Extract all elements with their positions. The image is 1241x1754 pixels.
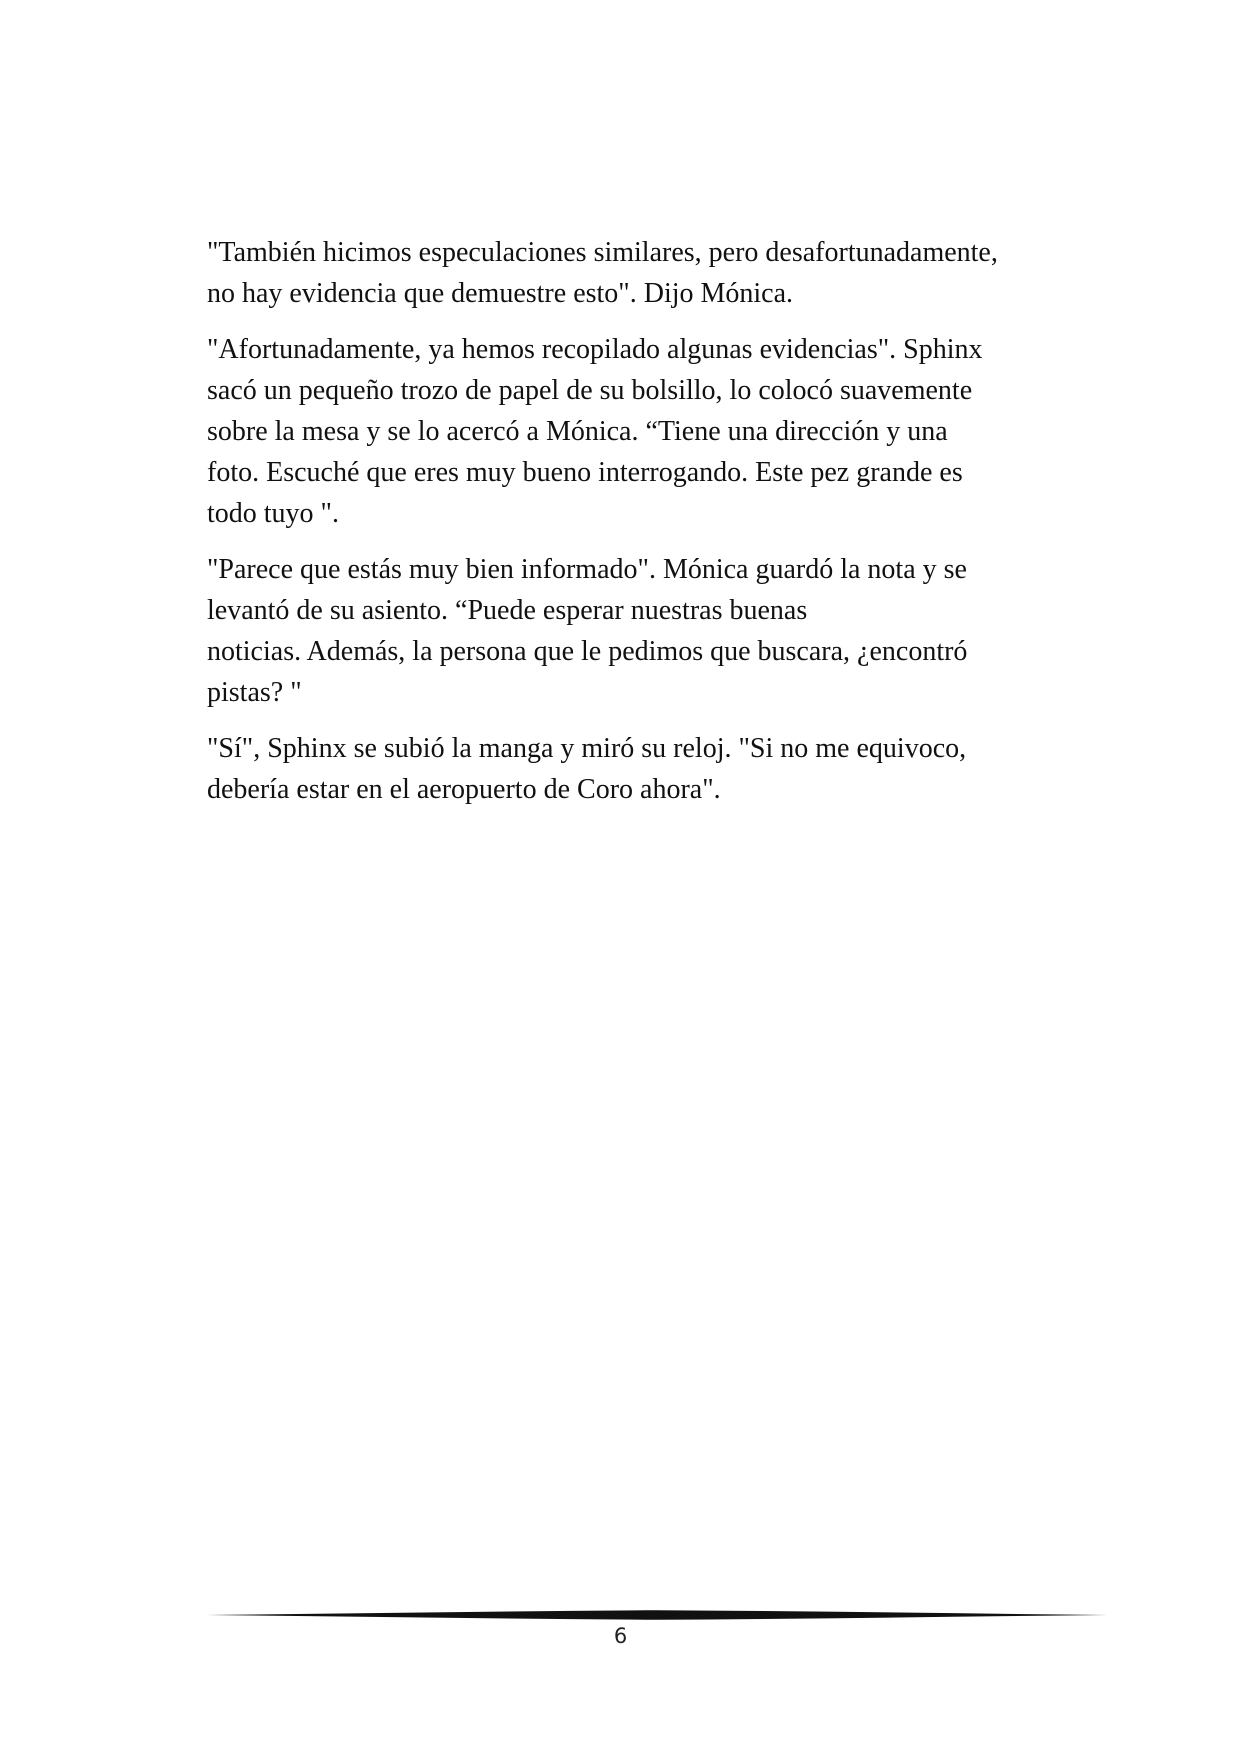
text-line: sacó un pequeño trozo de papel de su bolsillo, lo colocó suavemente — [207, 375, 973, 406]
text-line: pistas? " — [207, 677, 302, 708]
text-line: sobre la mesa y se lo acercó a Mónica. “Tiene una dirección y una — [207, 416, 948, 447]
text-line: "Afortunadamente, ya hemos recopilado algunas evidencias". Sphinx — [207, 334, 983, 365]
body-text — [207, 232, 1087, 825]
text-line: "Sí", Sphinx se subió la manga y miró su reloj. "Si no me equivoco, — [207, 733, 967, 764]
paragraph — [207, 329, 1087, 534]
page-number: 6 — [613, 1624, 628, 1648]
text-line: noticias. Además, la persona que le pedimos que buscara, ¿encontró — [207, 636, 968, 667]
text-line: todo tuyo ". — [207, 498, 339, 529]
paragraph — [207, 728, 1087, 810]
text-line: debería estar en el aeropuerto de Coro ahora". — [207, 774, 721, 805]
text-line: levantó de su asiento. “Puede esperar nuestras buenas — [207, 595, 808, 626]
text-line: foto. Escuché que eres muy bueno interrogando. Este pez grande es — [207, 457, 963, 488]
text-line: "Parece que estás muy bien informado". Mónica guardó la nota y se — [207, 554, 967, 585]
paragraph — [207, 232, 1087, 314]
paragraph — [207, 549, 1087, 713]
text-line: "También hicimos especulaciones similares, pero desafortunadamente, — [207, 237, 998, 268]
text-line: no hay evidencia que demuestre esto". Dijo Mónica. — [207, 278, 794, 309]
footer-divider — [207, 1608, 1107, 1622]
